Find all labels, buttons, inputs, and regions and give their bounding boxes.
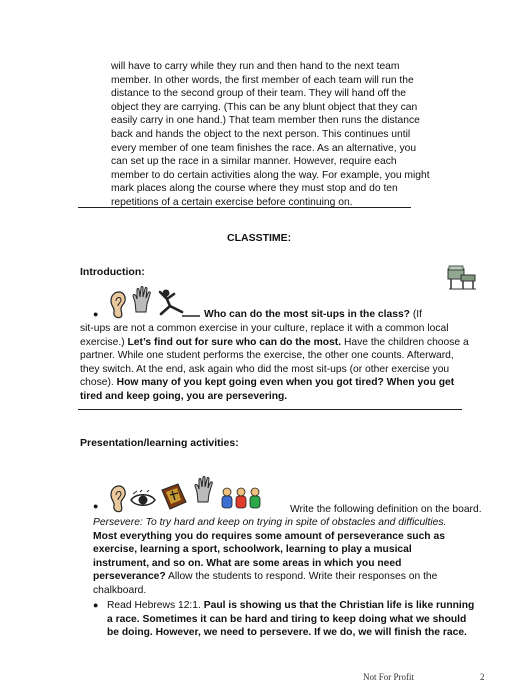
item2-bold-2: a race. Sometimes it can be hard and tiring to keep doing what we should: [107, 613, 467, 625]
item2-text-1: Read Hebrews 12:1.: [107, 600, 204, 611]
item1-bold-2: exercise, learning a sport, schoolwork, learning to play a musical: [93, 544, 412, 556]
item1-bold-1: Most everything you do requires some amount of perseverance such as: [93, 530, 445, 542]
item2-bold-3: be doing. However, we need to persevere. If we do, we will finish the race.: [107, 627, 467, 639]
intro-line-7: chose). How many of you kept going even when you got tired? When you get: [80, 377, 455, 389]
bullet: ●: [93, 501, 99, 511]
intro-line-8: tired and keep going, you are persevering.: [80, 390, 288, 402]
intro-text-1: (If: [409, 309, 422, 320]
bible-icon: [160, 482, 188, 517]
eye-icon: [129, 490, 157, 515]
introduction-heading: Introduction:: [80, 266, 145, 278]
item1-bold-3: instrument, and so on. What are some areas in which you need: [93, 557, 402, 569]
definition-text: Persevere: To try hard and keep on trying in spite of obstacles and difficulties.: [93, 517, 447, 528]
intro-paragraph-line: repetitions of a certain exercise before continuing on.: [111, 197, 353, 208]
intro-paragraph-line: object they are carrying. (This can be any blunt object that they can: [111, 101, 418, 113]
item1-line-5: perseverance? Allow the students to respond. Write their responses on the: [93, 571, 438, 583]
divider-middle: [78, 409, 462, 410]
hand-icon: [131, 286, 153, 319]
intro-line-3: exercise.) Let’s find out for sure who can do the most. Have the children choose a: [80, 336, 469, 348]
divider-top: [78, 207, 411, 208]
intro-paragraph-line: will have to carry while they run and then hand to the next team: [111, 61, 400, 72]
item1-text-1: Write the following definition on the board.: [290, 504, 482, 515]
intro-paragraph-line: mark places along the course where they must stop and do ten: [111, 183, 398, 195]
intro-line-5: partner. While one student performs the exercise, the other one counts. Afterward,: [80, 350, 454, 362]
item2-bold-1: Paul is showing us that the Christian life is like running: [203, 600, 475, 611]
bullet: ●: [93, 600, 99, 610]
intro-paragraph-line: distance to the second group of their team. They will hand off the: [111, 88, 406, 100]
intro-paragraph-line: can set up the race in a similar manner. However, require each: [111, 156, 397, 168]
hand-icon: [193, 476, 215, 509]
question-text: Who can do the most sit-ups in the class?: [204, 309, 410, 320]
intro-paragraph-line: back and hands the object to the next person. This continues until: [111, 129, 411, 140]
page-number: 2: [480, 672, 485, 682]
intro-paragraph-line: member to do certain activities along the way. For example, you might: [111, 169, 430, 181]
footer-text: Not For Profit: [363, 672, 415, 682]
presentation-heading: Presentation/learning activities:: [80, 437, 239, 449]
intro-line-2: sit-ups are not a common exercise in your culture, replace it with a common local: [80, 323, 449, 334]
classtime-title: CLASSTIME:: [227, 232, 292, 244]
intro-line-6: they switch. At the end, ask again who did the most sit-ups (or other exercise you: [80, 363, 450, 375]
ear-icon: [107, 484, 127, 519]
item1-line-6: chalkboard.: [93, 584, 147, 596]
ear-icon: [107, 290, 127, 325]
find-out-text: Let’s find out for sure who can do the most.: [127, 336, 342, 348]
intro-paragraph-line: every member of one team finishes the race. As an alternative, you: [111, 142, 417, 154]
intro-paragraph-line: member. In other words, the first member of each team will run the: [111, 74, 414, 86]
children-group-icon: [219, 486, 265, 515]
stretching-person-icon: [156, 288, 202, 323]
bullet: ●: [93, 309, 99, 319]
intro-paragraph-line: easily carry in one hand.) That team member then runs the distance: [111, 115, 420, 127]
